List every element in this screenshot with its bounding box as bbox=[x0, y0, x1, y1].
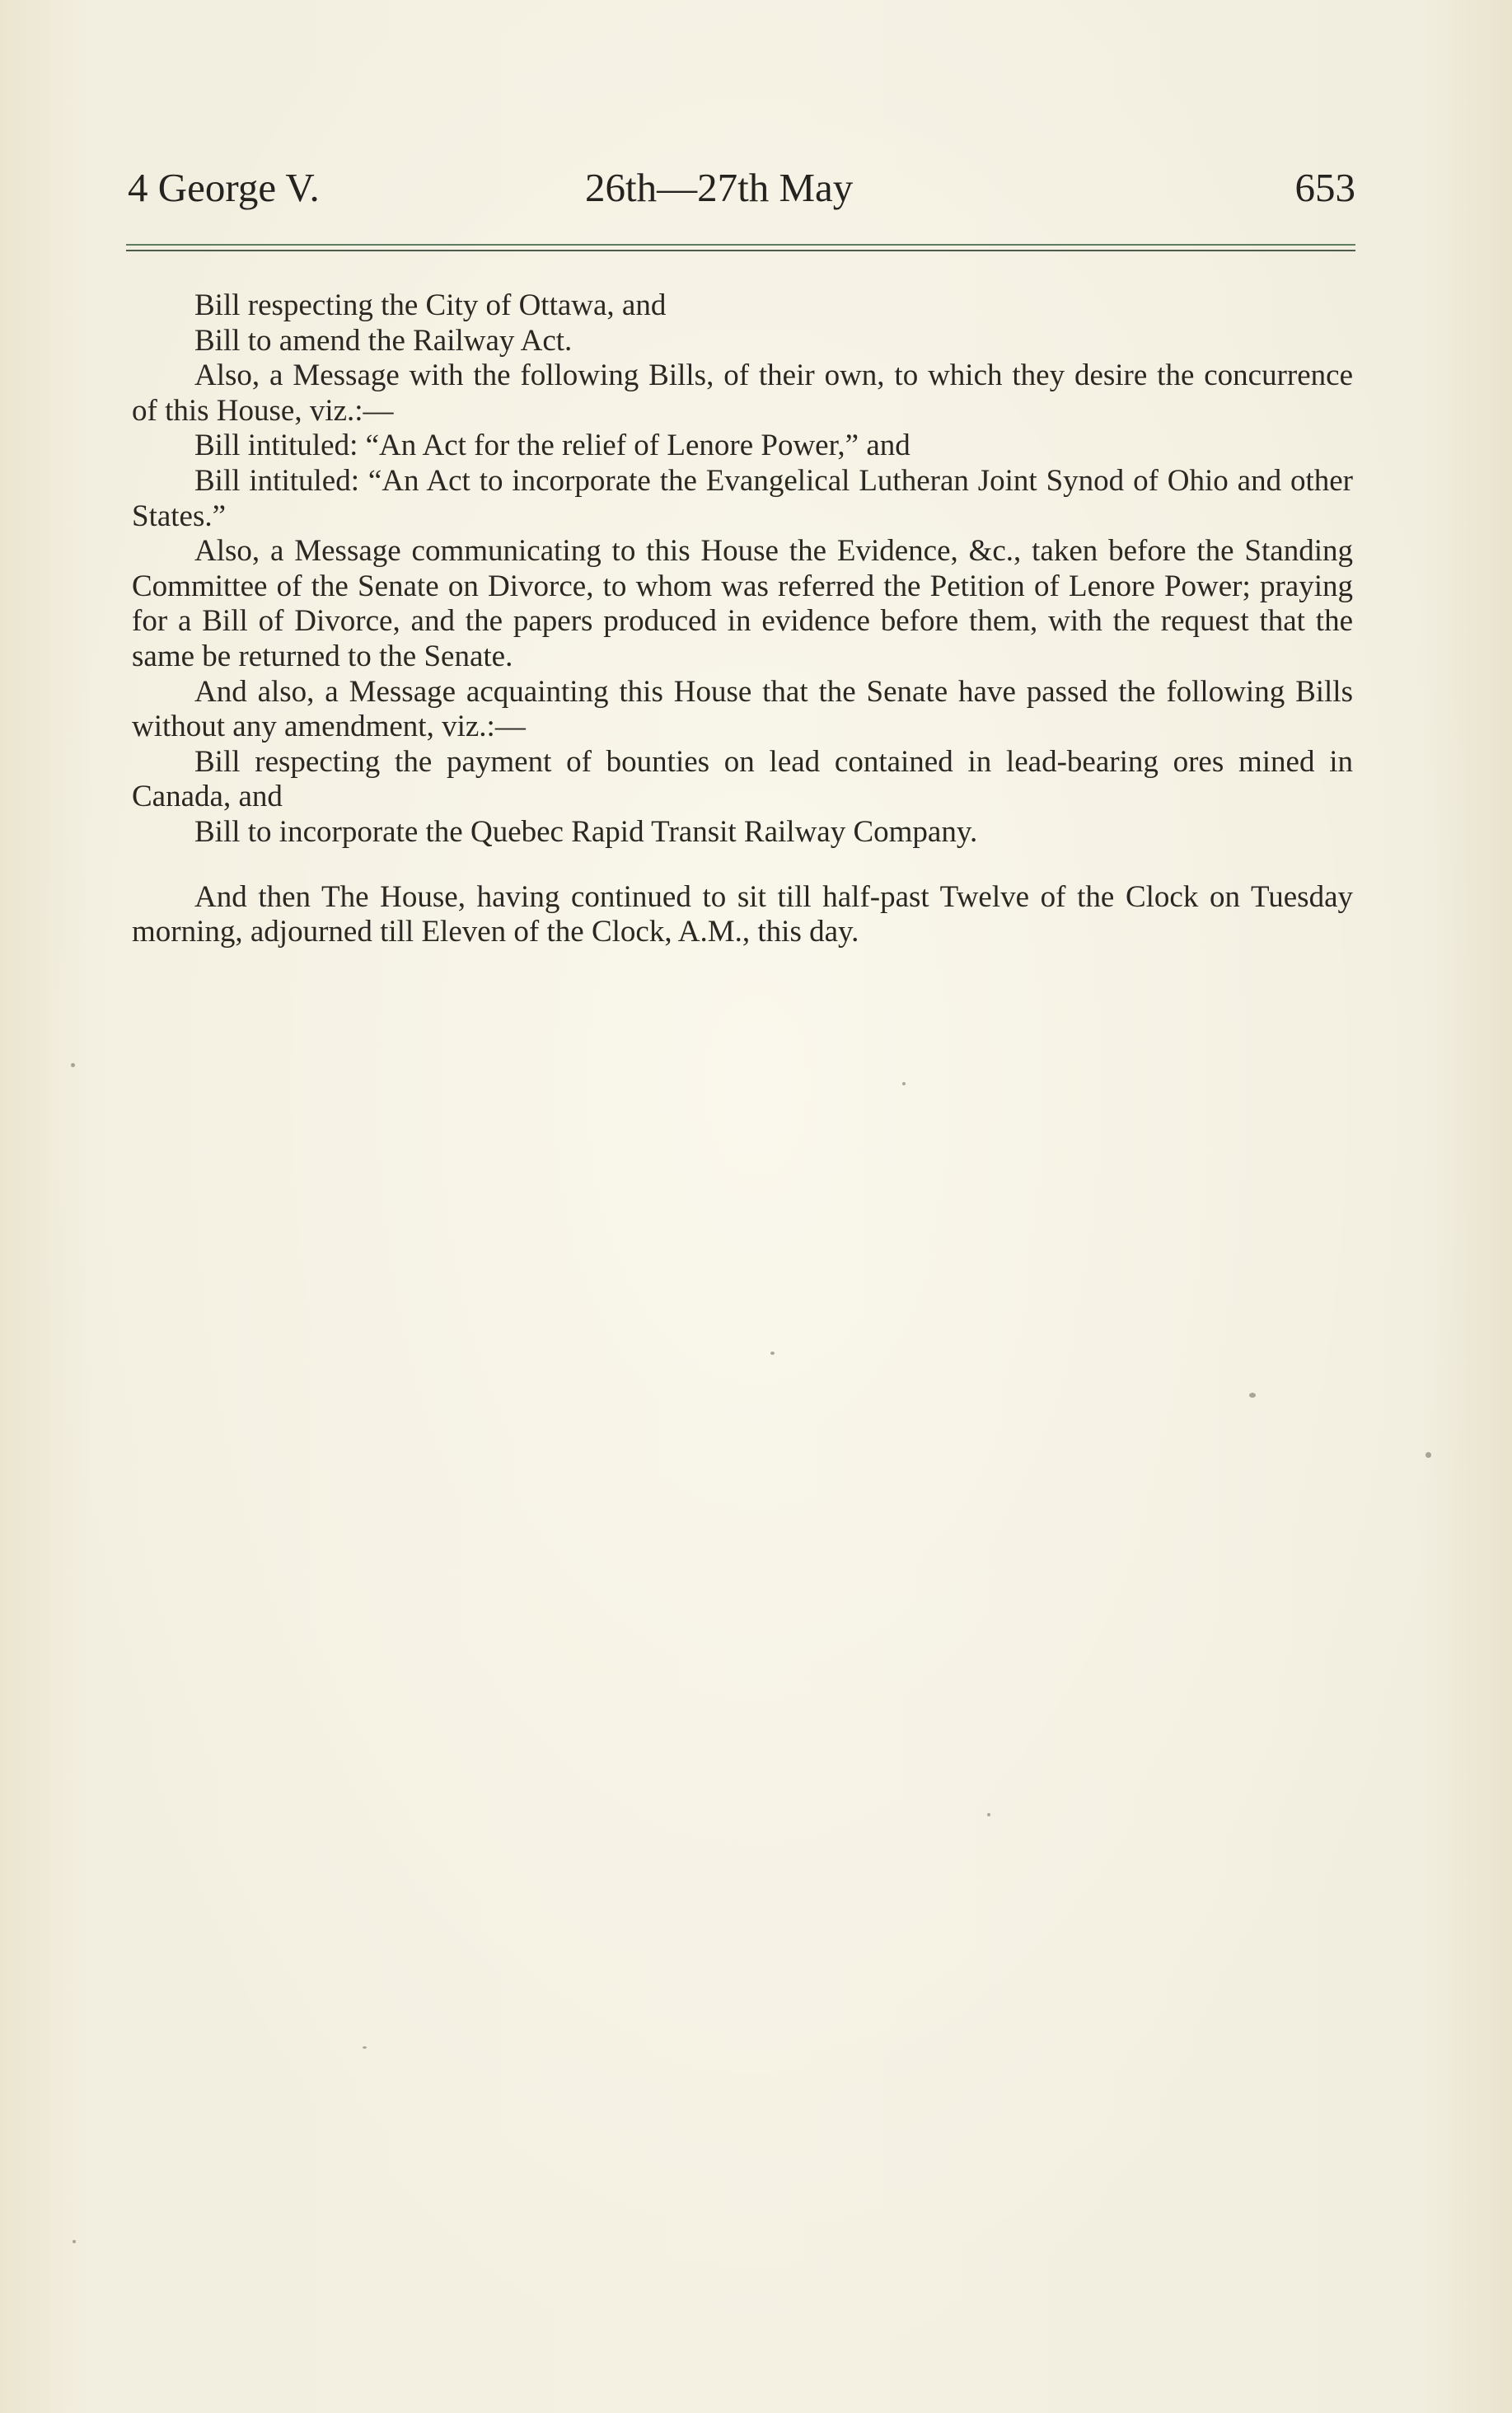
journal-body bbox=[132, 288, 1353, 950]
paragraph: Also, a Message with the following Bills, of their own, to which they desire the concurrence of this House, viz.:— bbox=[132, 358, 1353, 428]
paragraph: Bill to incorporate the Quebec Rapid Transit Railway Company. bbox=[194, 814, 978, 849]
paragraph: Bill respecting the City of Ottawa, and bbox=[194, 288, 667, 322]
paper-speck bbox=[902, 1082, 906, 1085]
paragraph: Also, a Message communicating to this House the Evidence, &c., taken before the Standing Committee of the Senate on Divorce, to whom was referred the Petition of Lenore Power; praying for a Bill of Divorce, and the papers produced in evidence before them, with the request that the same be returned to the Senate. bbox=[132, 534, 1353, 673]
paragraph: Bill respecting the payment of bounties on lead contained in lead-bearing ores mined in Canada, and bbox=[132, 744, 1353, 814]
paragraph: And also, a Message acquainting this House that the Senate have passed the following Bills without any amendment, viz.:— bbox=[132, 674, 1353, 744]
page-number: 653 bbox=[1294, 165, 1355, 210]
paper-speck bbox=[71, 1063, 75, 1067]
paper-speck bbox=[770, 1352, 775, 1355]
paragraph: Bill to amend the Railway Act. bbox=[194, 323, 573, 358]
adjournment-paragraph: And then The House, having continued to sit till half-past Twelve of the Clock on Tuesday morning, adjourned till Eleven of the Clock, A.M., this day. bbox=[132, 879, 1353, 949]
paper-speck bbox=[363, 2046, 367, 2049]
paper-speck bbox=[1425, 1452, 1431, 1458]
paper-speck bbox=[1249, 1393, 1256, 1398]
regnal-year: 4 George V. bbox=[128, 165, 320, 210]
header-rule bbox=[126, 244, 1355, 251]
running-header bbox=[128, 162, 1355, 214]
paper-speck bbox=[73, 2240, 76, 2243]
sitting-dates: 26th—27th May bbox=[585, 165, 854, 210]
paragraph: Bill intituled: “An Act for the relief of Lenore Power,” and bbox=[194, 429, 910, 463]
paper-speck bbox=[987, 1813, 990, 1816]
paragraph: Bill intituled: “An Act to incorporate the Evangelical Lutheran Joint Synod of Ohio and other States.” bbox=[132, 463, 1353, 533]
